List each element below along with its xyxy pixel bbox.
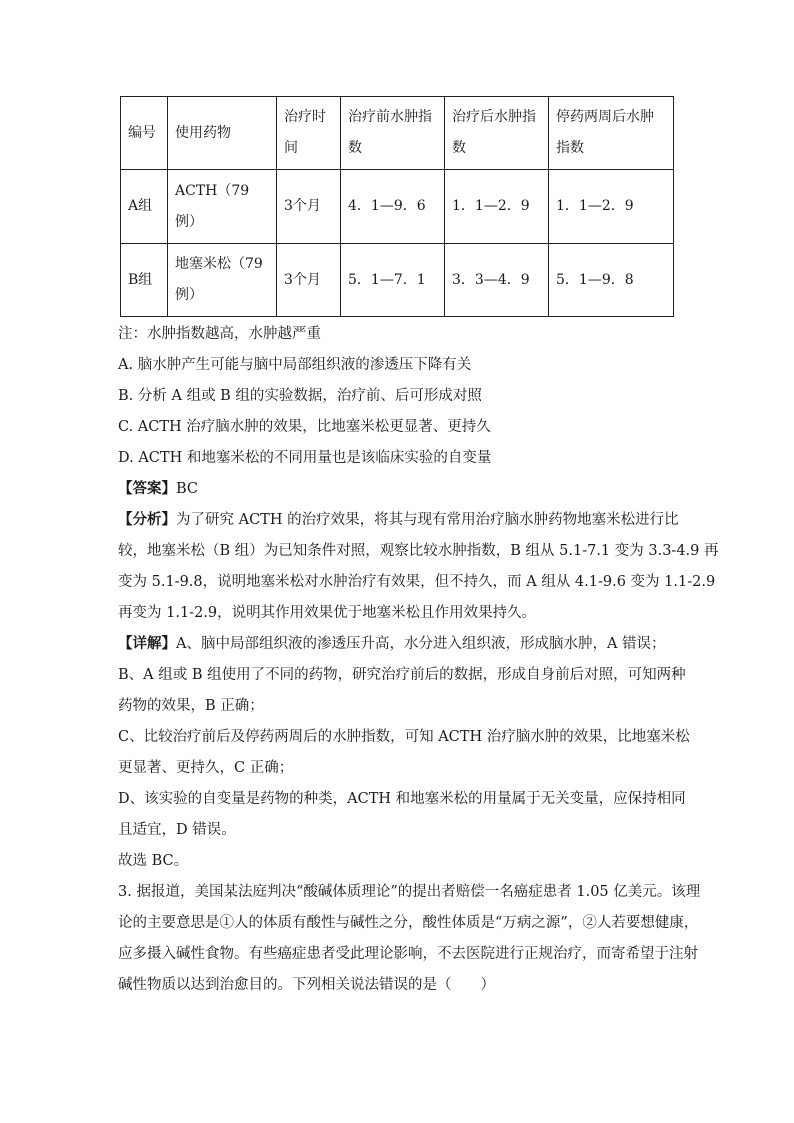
table-cell: 5．1—7．1 — [341, 244, 445, 317]
detail-line — [118, 632, 666, 653]
analysis-tag: 【分析】 — [118, 511, 176, 528]
detail-line: 更显著、更持久，C 正确； — [118, 760, 294, 776]
table-cell: B组 — [121, 244, 168, 317]
analysis-line: 较，地塞米松（B 组）为已知条件对照，观察比较水肿指数，B 组从 5.1-7.1 变为 3.3-4.9 再 — [118, 543, 719, 559]
header-cell: 停药两周后水肿指数 — [549, 97, 674, 170]
table-cell: 3个月 — [277, 244, 341, 317]
detail-line: B、A 组或 B 组使用了不同的药物，研究治疗前后的数据，形成自身前后对照，可知两种 — [118, 667, 686, 683]
table-cell: ACTH（79例） — [168, 170, 277, 244]
analysis-text: 为了研究 ACTH 的治疗效果，将其与现有常用治疗脑水肿药物地塞米松进行比 — [176, 512, 679, 528]
table-cell: 3．3—4．9 — [445, 244, 549, 317]
analysis-line — [118, 508, 679, 529]
question-3-line: 3. 据报道，美国某法庭判决“酸碱体质理论”的提出者赔偿一名癌症患者 1.05 亿美元。该理 — [118, 884, 701, 900]
table-row — [121, 244, 674, 317]
header-cell: 治疗前水肿指数 — [341, 97, 445, 170]
table-note: 注：水肿指数越高，水肿越严重 — [118, 326, 321, 342]
analysis-line: 变为 5.1-9.8，说明地塞米松对水肿治疗有效果，但不持久，而 A 组从 4.1-9.6 变为 1.1-2.9 — [118, 574, 716, 590]
table-cell: 地塞米松（79例） — [168, 244, 277, 317]
option-a: A. 脑水肿产生可能与脑中局部组织液的渗透压下降有关 — [118, 357, 472, 373]
detail-text: A、脑中局部组织液的渗透压升高，水分进入组织液，形成脑水肿，A 错误； — [176, 636, 666, 652]
question-3-line: 论的主要意思是①人的体质有酸性与碱性之分，酸性体质是“万病之源”，②人若要想健康， — [118, 915, 699, 931]
detail-line: 药物的效果，B 正确； — [118, 698, 264, 714]
header-cell: 治疗时间 — [277, 97, 341, 170]
table-row — [121, 170, 674, 244]
answer-text: BC — [176, 481, 199, 497]
table-cell: A组 — [121, 170, 168, 244]
answer-tag: 【答案】 — [118, 480, 176, 497]
option-c: C. ACTH 治疗脑水肿的效果，比地塞米松更显著、更持久 — [118, 419, 491, 435]
detail-line: 且适宜，D 错误。 — [118, 822, 236, 838]
answer-line — [118, 477, 198, 498]
option-d: D. ACTH 和地塞米松的不同用量也是该临床实验的自变量 — [118, 450, 492, 466]
table-cell: 4．1—9．6 — [341, 170, 445, 244]
option-b: B. 分析 A 组或 B 组的实验数据，治疗前、后可形成对照 — [118, 388, 482, 404]
detail-line: D、该实验的自变量是药物的种类，ACTH 和地塞米松的用量属于无关变量，应保持相同 — [118, 791, 686, 807]
table-cell: 1．1—2．9 — [549, 170, 674, 244]
detail-tag: 【详解】 — [118, 635, 176, 652]
edema-index-table — [120, 96, 674, 317]
table-cell: 3个月 — [277, 170, 341, 244]
table-cell: 1．1—2．9 — [445, 170, 549, 244]
conclusion: 故选 BC。 — [118, 853, 189, 869]
header-cell: 治疗后水肿指数 — [445, 97, 549, 170]
question-3-line: 应多摄入碱性食物。有些癌症患者受此理论影响，不去医院进行正规治疗，而寄希望于注射 — [118, 946, 698, 962]
analysis-line: 再变为 1.1-2.9，说明其作用效果优于地塞米松且作用效果持久。 — [118, 605, 537, 621]
question-3-line: 碱性物质以达到治愈目的。下列相关说法错误的是（ ） — [118, 977, 495, 993]
detail-line: C、比较治疗前后及停药两周后的水肿指数，可知 ACTH 治疗脑水肿的效果，比地塞米松 — [118, 729, 690, 745]
table-header-row — [121, 97, 674, 170]
table-cell: 5．1—9．8 — [549, 244, 674, 317]
header-cell: 编号 — [121, 97, 168, 170]
header-cell: 使用药物 — [168, 97, 277, 170]
